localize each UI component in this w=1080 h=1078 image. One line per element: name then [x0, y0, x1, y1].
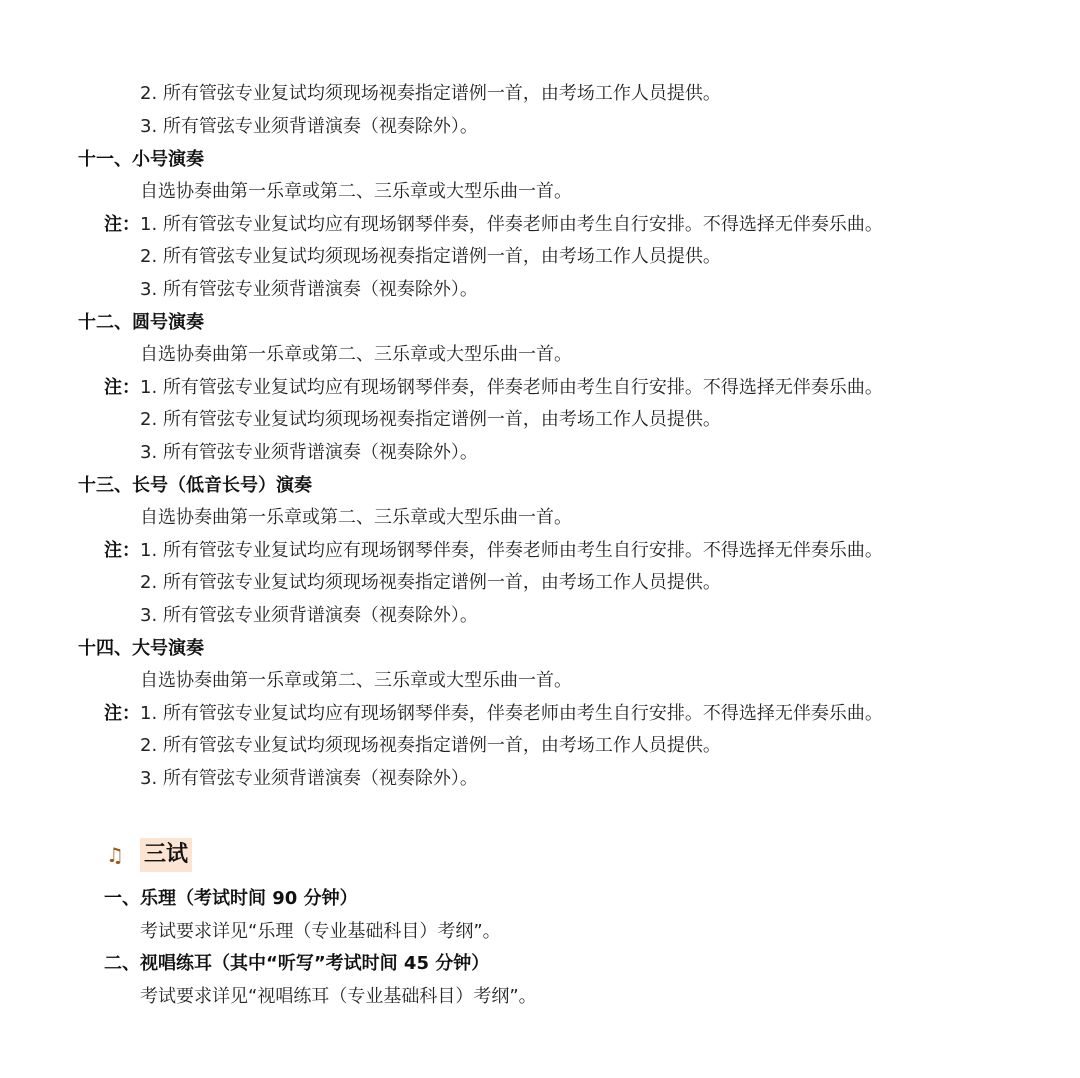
repertoire-text: 自选协奏曲第一乐章或第二、三乐章或大型乐曲一首。 [140, 507, 572, 528]
section-heading-trumpet: 十一、小号演奏 [78, 149, 204, 170]
note-label: 注： [104, 703, 140, 724]
exam-heading-theory: 一、乐理（考试时间 90 分钟） [104, 888, 358, 909]
note-item-1: 1. 所有管弦专业复试均应有现场钢琴伴奏，伴奏老师由考生自行安排。不得选择无伴奏乐曲。 [140, 214, 883, 235]
note-item-3: 3. 所有管弦专业须背谱演奏（视奏除外）。 [140, 768, 478, 789]
section-label: 三试 [140, 838, 192, 872]
repertoire-text: 自选协奏曲第一乐章或第二、三乐章或大型乐曲一首。 [140, 181, 572, 202]
note-item-3: 3. 所有管弦专业须背谱演奏（视奏除外）。 [140, 442, 478, 463]
exam-requirement-text: 考试要求详见“乐理（专业基础科目）考纲”。 [140, 921, 501, 942]
repertoire-text: 自选协奏曲第一乐章或第二、三乐章或大型乐曲一首。 [140, 670, 572, 691]
note-item-1: 1. 所有管弦专业复试均应有现场钢琴伴奏，伴奏老师由考生自行安排。不得选择无伴奏乐曲。 [140, 377, 883, 398]
note-label: 注： [104, 214, 140, 235]
note-label: 注： [104, 377, 140, 398]
exam-heading-ear-training: 二、视唱练耳（其中“听写”考试时间 45 分钟） [104, 953, 490, 974]
music-note-icon: ♫ [106, 843, 124, 867]
note-item-3: 3. 所有管弦专业须背谱演奏（视奏除外）。 [140, 279, 478, 300]
note-item-3: 3. 所有管弦专业须背谱演奏（视奏除外）。 [140, 605, 478, 626]
repertoire-text: 自选协奏曲第一乐章或第二、三乐章或大型乐曲一首。 [140, 344, 572, 365]
section-heading-tuba: 十四、大号演奏 [78, 638, 204, 659]
note-item-1: 1. 所有管弦专业复试均应有现场钢琴伴奏，伴奏老师由考生自行安排。不得选择无伴奏乐曲。 [140, 540, 883, 561]
note-item-1: 1. 所有管弦专业复试均应有现场钢琴伴奏，伴奏老师由考生自行安排。不得选择无伴奏乐曲。 [140, 703, 883, 724]
section-heading-horn: 十二、圆号演奏 [78, 312, 204, 333]
exam-requirement-text: 考试要求详见“视唱练耳（专业基础科目）考纲”。 [140, 986, 537, 1007]
note-label: 注： [104, 540, 140, 561]
note-item-2: 2. 所有管弦专业复试均须现场视奏指定谱例一首，由考场工作人员提供。 [140, 409, 721, 430]
note-item-2: 2. 所有管弦专业复试均须现场视奏指定谱例一首，由考场工作人员提供。 [140, 83, 721, 104]
section-heading-trombone: 十三、长号（低音长号）演奏 [78, 475, 312, 496]
note-item-2: 2. 所有管弦专业复试均须现场视奏指定谱例一首，由考场工作人员提供。 [140, 735, 721, 756]
note-item-2: 2. 所有管弦专业复试均须现场视奏指定谱例一首，由考场工作人员提供。 [140, 246, 721, 267]
section-title-third-round [100, 838, 192, 872]
note-item-3: 3. 所有管弦专业须背谱演奏（视奏除外）。 [140, 116, 478, 137]
note-item-2: 2. 所有管弦专业复试均须现场视奏指定谱例一首，由考场工作人员提供。 [140, 572, 721, 593]
